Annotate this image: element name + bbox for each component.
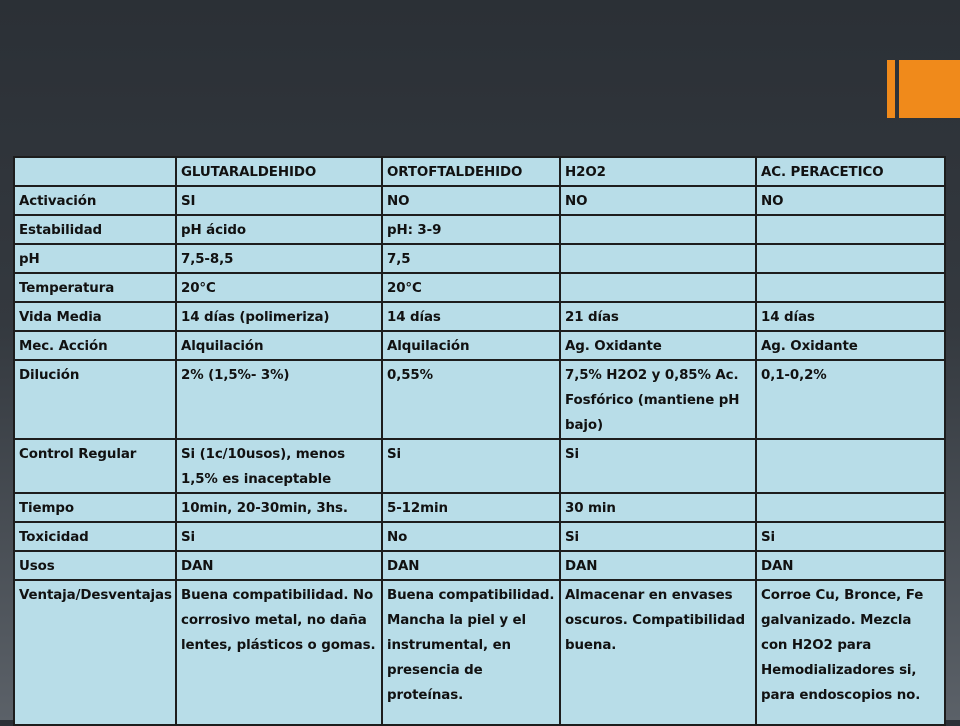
row-label: Activación	[14, 186, 176, 215]
table-cell	[756, 493, 945, 522]
table-row	[14, 186, 945, 215]
table-cell: Buena compatibilidad. No corrosivo metal, no daña lentes, plásticos o gomas.	[176, 580, 382, 725]
table-cell: 7,5	[382, 244, 560, 273]
table-cell	[756, 244, 945, 273]
table-cell: SI	[176, 186, 382, 215]
table-cell: Alquilación	[176, 331, 382, 360]
table-cell: DAN	[176, 551, 382, 580]
row-label: Temperatura	[14, 273, 176, 302]
comparison-table	[13, 156, 946, 726]
table-row	[14, 580, 945, 725]
table-cell: 14 días	[756, 302, 945, 331]
table-row	[14, 522, 945, 551]
table-row	[14, 439, 945, 493]
header-cell: GLUTARALDEHIDO	[176, 157, 382, 186]
table-cell: Ag. Oxidante	[560, 331, 756, 360]
table-cell: Almacenar en envases oscuros. Compatibilidad buena.	[560, 580, 756, 725]
table-cell	[756, 215, 945, 244]
header-cell: H2O2	[560, 157, 756, 186]
table-cell: NO	[756, 186, 945, 215]
table-row	[14, 215, 945, 244]
accent-block	[899, 60, 960, 118]
table-cell: 7,5% H2O2 y 0,85% Ac. Fosfórico (mantiene pH bajo)	[560, 360, 756, 439]
table-cell	[560, 273, 756, 302]
table-cell: 21 días	[560, 302, 756, 331]
table-cell	[756, 439, 945, 493]
table-cell: Buena compatibilidad. Mancha la piel y el instrumental, en presencia de proteínas.	[382, 580, 560, 725]
table-cell	[560, 244, 756, 273]
row-label: Mec. Acción	[14, 331, 176, 360]
table-row	[14, 360, 945, 439]
table-cell: 10min, 20-30min, 3hs.	[176, 493, 382, 522]
table-cell: 0,55%	[382, 360, 560, 439]
table-cell: Si (1c/10usos), menos 1,5% es inaceptable	[176, 439, 382, 493]
table-cell: Si	[176, 522, 382, 551]
accent-bar-thin	[887, 60, 895, 118]
table-cell: pH ácido	[176, 215, 382, 244]
table-cell: Ag. Oxidante	[756, 331, 945, 360]
table-row	[14, 331, 945, 360]
row-label: Ventaja/Desventajas	[14, 580, 176, 725]
table-cell: DAN	[560, 551, 756, 580]
row-label: Tiempo	[14, 493, 176, 522]
table-cell: Si	[560, 522, 756, 551]
header-cell: ORTOFTALDEHIDO	[382, 157, 560, 186]
table-cell: NO	[560, 186, 756, 215]
table-cell: 14 días (polimeriza)	[176, 302, 382, 331]
table-cell: 0,1-0,2%	[756, 360, 945, 439]
table-cell: NO	[382, 186, 560, 215]
table-cell: 2% (1,5%- 3%)	[176, 360, 382, 439]
table-cell	[560, 215, 756, 244]
header-cell	[14, 157, 176, 186]
table-cell: Si	[560, 439, 756, 493]
table-cell: Si	[756, 522, 945, 551]
table-cell: 14 días	[382, 302, 560, 331]
table-cell: DAN	[756, 551, 945, 580]
row-label: Dilución	[14, 360, 176, 439]
table-cell: 7,5-8,5	[176, 244, 382, 273]
table-row	[14, 273, 945, 302]
table-row	[14, 244, 945, 273]
table-cell: 20°C	[176, 273, 382, 302]
table-row	[14, 302, 945, 331]
table-cell: DAN	[382, 551, 560, 580]
row-label: Vida Media	[14, 302, 176, 331]
row-label: Estabilidad	[14, 215, 176, 244]
table-cell: 30 min	[560, 493, 756, 522]
header-cell: AC. PERACETICO	[756, 157, 945, 186]
table-cell: 5-12min	[382, 493, 560, 522]
table-row	[14, 493, 945, 522]
table-cell: Alquilación	[382, 331, 560, 360]
table-cell: Si	[382, 439, 560, 493]
table-cell: 20°C	[382, 273, 560, 302]
table-cell: pH: 3-9	[382, 215, 560, 244]
table-row	[14, 551, 945, 580]
row-label: Toxicidad	[14, 522, 176, 551]
table-cell: Corroe Cu, Bronce, Fe galvanizado. Mezcla con H2O2 para Hemodializadores si, para endoscopios no.	[756, 580, 945, 725]
table-header-row	[14, 157, 945, 186]
table-cell	[756, 273, 945, 302]
row-label: Control Regular	[14, 439, 176, 493]
table-cell: No	[382, 522, 560, 551]
row-label: Usos	[14, 551, 176, 580]
row-label: pH	[14, 244, 176, 273]
